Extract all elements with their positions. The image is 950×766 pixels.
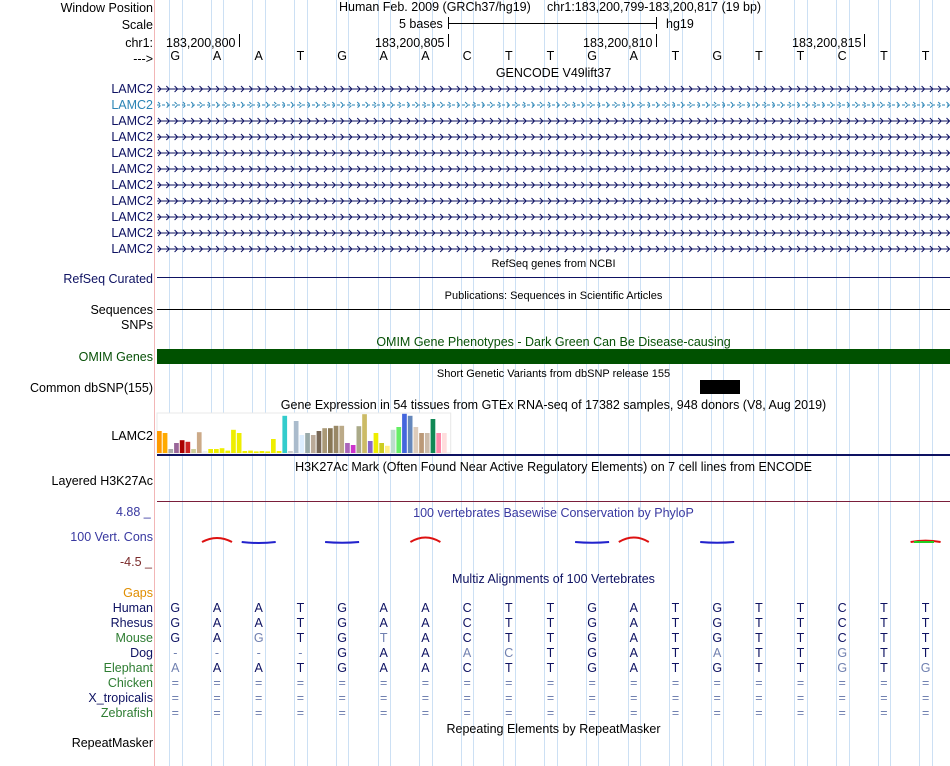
reference-base: T: [671, 49, 680, 63]
multiz-base: =: [713, 676, 721, 690]
multiz-base: =: [338, 676, 346, 690]
multiz-base: T: [880, 616, 888, 630]
multiz-base: =: [796, 691, 805, 705]
ruler-tick-1: 183,200,800: [166, 36, 236, 50]
multiz-base: A: [254, 616, 263, 630]
h3k27ac-label[interactable]: Layered H3K27Ac: [51, 474, 153, 488]
multiz-base: C: [504, 646, 514, 660]
multiz-base: =: [671, 706, 680, 720]
multiz-base: G: [712, 601, 723, 615]
multiz-base: T: [296, 661, 305, 675]
multiz-base: T: [546, 661, 555, 675]
multiz-base: -: [214, 646, 220, 660]
pubs-label-snps[interactable]: SNPs: [121, 318, 153, 332]
multiz-base: T: [379, 631, 388, 645]
multiz-base: =: [505, 706, 513, 720]
multiz-base: A: [421, 661, 430, 675]
gencode-transcript-label[interactable]: LAMC2: [111, 210, 153, 224]
multiz-base: =: [338, 691, 346, 705]
chrom-label: chr1:: [125, 36, 153, 50]
multiz-base: T: [921, 631, 930, 645]
multiz-base: =: [713, 691, 721, 705]
multiz-base: A: [629, 646, 638, 660]
multiz-base: =: [296, 691, 305, 705]
reference-base: C: [837, 49, 847, 63]
multiz-species-label[interactable]: Dog: [130, 646, 153, 660]
reference-base: G: [170, 49, 181, 63]
scale-db: hg19: [666, 17, 694, 31]
multiz-base: A: [421, 616, 430, 630]
repeat-label[interactable]: RepeatMasker: [71, 736, 153, 750]
multiz-base: =: [755, 691, 763, 705]
multiz-base: =: [546, 706, 555, 720]
gtex-label[interactable]: LAMC2: [111, 429, 153, 443]
multiz-base: =: [213, 691, 221, 705]
multiz-base: T: [755, 616, 763, 630]
refseq-label[interactable]: RefSeq Curated: [63, 272, 153, 286]
multiz-base: G: [253, 631, 264, 645]
multiz-base: =: [755, 676, 763, 690]
phylop-score-mark[interactable]: [619, 538, 649, 543]
gencode-title: GENCODE V49lift37: [495, 66, 612, 80]
multiz-base: -: [173, 646, 178, 660]
multiz-base: G: [712, 661, 723, 675]
multiz-base: A: [421, 631, 430, 645]
reference-base: G: [712, 49, 723, 63]
multiz-base: =: [921, 706, 930, 720]
multiz-base: =: [546, 691, 555, 705]
multiz-base: =: [921, 676, 930, 690]
strand-label: --->: [133, 52, 153, 66]
multiz-base: T: [671, 616, 680, 630]
multiz-species-label[interactable]: Zebrafish: [100, 706, 153, 720]
multiz-base: T: [921, 616, 930, 630]
multiz-base: G: [337, 661, 347, 675]
multiz-base: =: [671, 676, 680, 690]
multiz-base: =: [421, 676, 430, 690]
gencode-transcript-label[interactable]: LAMC2: [111, 98, 153, 112]
multiz-base: T: [796, 631, 805, 645]
reference-base: T: [296, 49, 305, 63]
multiz-species-label[interactable]: Elephant: [103, 661, 153, 675]
multiz-base: =: [421, 691, 430, 705]
pubs-label-sequences[interactable]: Sequences: [90, 303, 153, 317]
ruler-tick-4: 183,200,815: [792, 36, 862, 50]
dbsnp-title: Short Genetic Variants from dbSNP release 155: [436, 368, 671, 380]
multiz-base: =: [921, 691, 930, 705]
multiz-base: =: [380, 676, 388, 690]
multiz-base: T: [671, 646, 680, 660]
multiz-base: =: [463, 676, 471, 690]
multiz-base: T: [796, 601, 805, 615]
multiz-base: =: [338, 706, 346, 720]
reference-base: G: [587, 49, 597, 63]
multiz-base: A: [212, 601, 222, 615]
multiz-base: -: [298, 646, 303, 660]
multiz-base: T: [296, 616, 305, 630]
phylop-score-mark[interactable]: [700, 542, 734, 543]
multiz-base: T: [671, 631, 680, 645]
multiz-base: =: [296, 676, 305, 690]
phylop-ymax: 4.88 _: [116, 505, 151, 519]
gencode-transcript-label[interactable]: LAMC2: [111, 114, 153, 128]
multiz-base: =: [880, 706, 888, 720]
omim-label[interactable]: OMIM Genes: [78, 350, 153, 364]
phylop-title: 100 vertebrates Basewise Conservation by PhyloP: [413, 506, 694, 520]
multiz-base: =: [505, 676, 513, 690]
multiz-base: =: [880, 676, 888, 690]
multiz-species-label[interactable]: Mouse: [115, 631, 153, 645]
multiz-base: A: [379, 661, 388, 675]
reference-base: A: [254, 49, 263, 63]
gencode-transcript-label[interactable]: LAMC2: [111, 130, 153, 144]
gencode-transcript-label[interactable]: LAMC2: [111, 226, 153, 240]
phylop-score-mark[interactable]: [410, 538, 440, 543]
reference-base: T: [880, 49, 888, 63]
multiz-base: G: [337, 601, 347, 615]
gencode-transcript-label[interactable]: LAMC2: [111, 162, 153, 176]
gencode-transcript-label[interactable]: LAMC2: [111, 194, 153, 208]
multiz-base: =: [838, 691, 846, 705]
multiz-base: C: [462, 601, 472, 615]
multiz-base: C: [837, 616, 847, 630]
multiz-base: A: [629, 601, 638, 615]
multiz-base: =: [838, 706, 846, 720]
reference-base: A: [212, 49, 222, 63]
scale-label: Scale: [121, 18, 153, 32]
multiz-base: C: [462, 661, 472, 675]
gencode-transcript-label[interactable]: LAMC2: [111, 242, 153, 256]
multiz-base: =: [255, 676, 263, 690]
multiz-base: =: [421, 706, 430, 720]
multiz-base: T: [504, 631, 513, 645]
gencode-transcript-label[interactable]: LAMC2: [111, 178, 153, 192]
multiz-base: =: [796, 706, 805, 720]
ruler-tick-3: 183,200,810: [583, 36, 653, 50]
ruler-tick-2: 183,200,805: [375, 36, 445, 50]
multiz-species-label[interactable]: X_tropicalis: [88, 691, 153, 705]
multiz-base: =: [588, 706, 596, 720]
phylop-score-mark[interactable]: [575, 542, 609, 543]
multiz-base: G: [920, 661, 931, 675]
reference-base: C: [462, 49, 472, 63]
phylop-green-mark[interactable]: [914, 541, 934, 543]
multiz-base: =: [588, 691, 596, 705]
multiz-base: G: [712, 616, 723, 630]
multiz-base: T: [796, 646, 805, 660]
multiz-base: =: [838, 676, 846, 690]
multiz-base: T: [671, 601, 680, 615]
reference-base: T: [755, 49, 763, 63]
multiz-base: T: [796, 616, 805, 630]
multiz-base: T: [755, 631, 763, 645]
multiz-base: G: [337, 646, 347, 660]
multiz-base: A: [379, 646, 388, 660]
reference-base: A: [421, 49, 430, 63]
reference-base: T: [921, 49, 930, 63]
multiz-base: G: [170, 616, 181, 630]
multiz-base: =: [380, 691, 388, 705]
multiz-base: A: [462, 646, 472, 660]
multiz-base: T: [755, 646, 763, 660]
multiz-base: T: [880, 661, 888, 675]
multiz-base: T: [504, 661, 513, 675]
reference-base: T: [796, 49, 805, 63]
phylop-ymin: -4.5 _: [120, 555, 152, 569]
multiz-base: =: [171, 706, 179, 720]
multiz-base: A: [421, 601, 430, 615]
multiz-base: =: [463, 706, 471, 720]
multiz-base: C: [462, 616, 472, 630]
multiz-base: T: [880, 646, 888, 660]
multiz-base: T: [546, 601, 555, 615]
multiz-base: =: [463, 691, 471, 705]
multiz-title: Multiz Alignments of 100 Vertebrates: [452, 572, 655, 586]
multiz-base: G: [712, 631, 723, 645]
pubs-title: Publications: Sequences in Scientific Articles: [444, 290, 663, 302]
multiz-base: A: [629, 661, 638, 675]
multiz-base: =: [796, 676, 805, 690]
multiz-base: T: [546, 646, 555, 660]
multiz-base: =: [755, 706, 763, 720]
dbsnp-label[interactable]: Common dbSNP(155): [30, 381, 153, 395]
gaps-label[interactable]: Gaps: [123, 586, 153, 600]
multiz-base: =: [171, 691, 179, 705]
multiz-base: G: [587, 616, 597, 630]
multiz-base: A: [629, 616, 638, 630]
multiz-base: A: [212, 631, 222, 645]
multiz-base: =: [630, 706, 638, 720]
multiz-base: =: [380, 706, 388, 720]
multiz-base: T: [755, 601, 763, 615]
reference-base: A: [629, 49, 638, 63]
position-readout[interactable]: chr1:183,200,799-183,200,817 (19 bp): [547, 0, 762, 14]
multiz-base: =: [213, 676, 221, 690]
multiz-base: T: [504, 616, 513, 630]
assembly-name: Human Feb. 2009 (GRCh37/hg19): [339, 0, 531, 14]
multiz-base: C: [462, 631, 472, 645]
scale-text: 5 bases: [399, 17, 443, 31]
multiz-base: =: [255, 706, 263, 720]
multiz-base: =: [255, 691, 263, 705]
multiz-base: A: [254, 661, 263, 675]
multiz-base: =: [171, 676, 179, 690]
reference-base: G: [337, 49, 347, 63]
multiz-base: G: [837, 646, 848, 660]
multiz-base: G: [170, 631, 181, 645]
gencode-transcript-label[interactable]: LAMC2: [111, 146, 153, 160]
window-position-label: Window Position: [60, 1, 153, 15]
multiz-base: G: [587, 631, 597, 645]
multiz-base: G: [587, 601, 597, 615]
phylop-score-mark[interactable]: [202, 538, 232, 542]
multiz-base: A: [171, 661, 180, 675]
multiz-base: -: [256, 646, 261, 660]
multiz-species-label[interactable]: Rhesus: [110, 616, 153, 630]
multiz-base: G: [337, 631, 347, 645]
multiz-base: A: [212, 616, 222, 630]
multiz-species-label[interactable]: Chicken: [107, 676, 153, 690]
multiz-species-label[interactable]: Human: [112, 601, 153, 615]
multiz-base: A: [254, 601, 263, 615]
reference-base: T: [504, 49, 513, 63]
multiz-base: =: [296, 706, 305, 720]
multiz-base: G: [837, 661, 848, 675]
multiz-base: C: [837, 601, 847, 615]
multiz-base: T: [546, 616, 555, 630]
multiz-base: T: [921, 601, 930, 615]
multiz-base: T: [921, 646, 930, 660]
multiz-base: T: [546, 631, 555, 645]
omim-title: OMIM Gene Phenotypes - Dark Green Can Be Disease-causing: [376, 335, 731, 349]
multiz-base: T: [880, 631, 888, 645]
phylop-score-mark[interactable]: [242, 542, 276, 543]
multiz-base: =: [546, 676, 555, 690]
multiz-base: T: [504, 601, 513, 615]
multiz-base: A: [713, 646, 722, 660]
multiz-base: =: [588, 676, 596, 690]
phylop-label[interactable]: 100 Vert. Cons: [70, 530, 153, 544]
multiz-base: =: [213, 706, 221, 720]
repeat-title: Repeating Elements by RepeatMasker: [446, 722, 661, 736]
multiz-base: G: [587, 661, 597, 675]
multiz-base: T: [671, 661, 680, 675]
multiz-base: =: [630, 691, 638, 705]
multiz-base: A: [212, 661, 222, 675]
multiz-base: T: [755, 661, 763, 675]
multiz-base: G: [170, 601, 181, 615]
multiz-base: G: [337, 616, 347, 630]
refseq-title: RefSeq genes from NCBI: [491, 258, 616, 270]
multiz-base: T: [296, 601, 305, 615]
multiz-base: =: [630, 676, 638, 690]
multiz-base: A: [629, 631, 638, 645]
multiz-base: G: [587, 646, 597, 660]
multiz-base: A: [379, 616, 388, 630]
multiz-base: A: [379, 601, 388, 615]
reference-base: A: [379, 49, 388, 63]
h3k27ac-title: H3K27Ac Mark (Often Found Near Active Regulatory Elements) on 7 cell lines from ENCODE: [295, 460, 812, 474]
multiz-base: T: [880, 601, 888, 615]
multiz-base: A: [421, 646, 430, 660]
multiz-base: =: [880, 691, 888, 705]
gtex-title: Gene Expression in 54 tissues from GTEx RNA-seq of 17382 samples, 948 donors (V8, Aug 2019): [280, 398, 827, 412]
reference-base: T: [546, 49, 555, 63]
multiz-base: =: [505, 691, 513, 705]
multiz-base: =: [713, 706, 721, 720]
multiz-base: =: [671, 691, 680, 705]
gencode-transcript-label[interactable]: LAMC2: [111, 82, 153, 96]
multiz-base: T: [296, 631, 305, 645]
multiz-base: C: [837, 631, 847, 645]
multiz-base: T: [796, 661, 805, 675]
phylop-score-mark[interactable]: [325, 542, 359, 543]
